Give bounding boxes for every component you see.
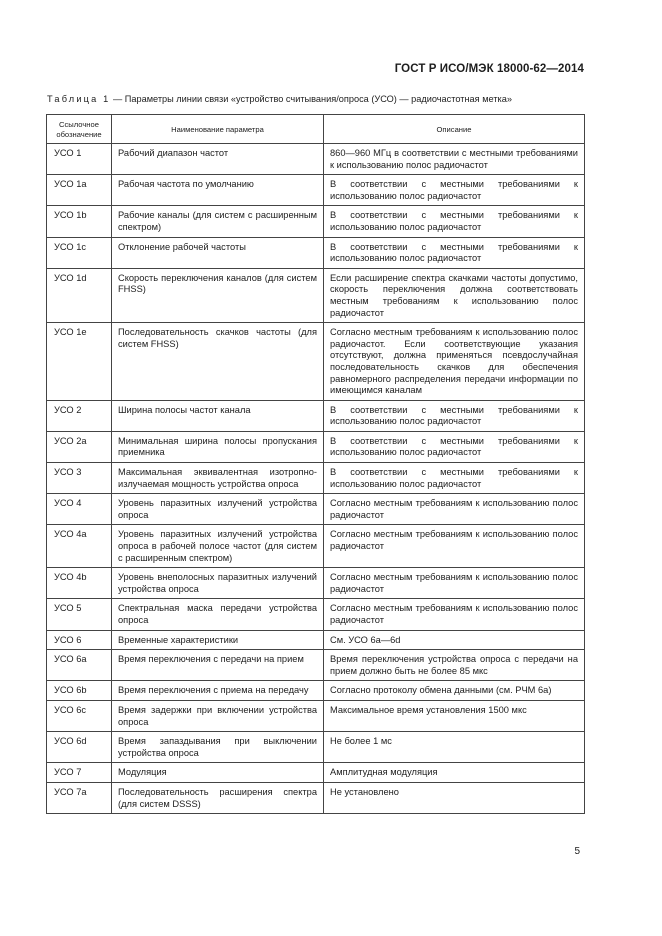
cell-ref: УСО 1e xyxy=(47,323,112,401)
cell-ref: УСО 7a xyxy=(47,782,112,813)
cell-desc: Согласно местным требованиям к использованию полос радиочастот xyxy=(324,525,585,568)
cell-name: Спектральная маска передачи устройства опроса xyxy=(112,599,324,630)
table-row xyxy=(47,400,585,431)
cell-desc: Согласно местным требованиям к использованию полос радиочастот xyxy=(324,568,585,599)
parameters-table xyxy=(46,114,585,814)
cell-desc: В соответствии с местными требованиями к использованию полос радиочастот xyxy=(324,400,585,431)
cell-ref: УСО 6b xyxy=(47,681,112,701)
cell-ref: УСО 2a xyxy=(47,431,112,462)
table-row xyxy=(47,463,585,494)
cell-ref: УСО 1c xyxy=(47,237,112,268)
cell-ref: УСО 1d xyxy=(47,268,112,322)
table-row xyxy=(47,782,585,813)
cell-ref: УСО 4b xyxy=(47,568,112,599)
table-row xyxy=(47,237,585,268)
cell-desc: См. УСО 6a—6d xyxy=(324,630,585,650)
cell-ref: УСО 4 xyxy=(47,494,112,525)
table-row xyxy=(47,431,585,462)
table-row xyxy=(47,763,585,783)
cell-desc: Согласно местным требованиям к использованию полос радиочастот xyxy=(324,494,585,525)
cell-desc: Максимальное время установления 1500 мкс xyxy=(324,700,585,731)
cell-name: Время задержки при включении устройства опроса xyxy=(112,700,324,731)
table-row xyxy=(47,700,585,731)
cell-desc: Не более 1 мс xyxy=(324,732,585,763)
table-header-row xyxy=(47,115,585,144)
cell-name: Время переключения с приема на передачу xyxy=(112,681,324,701)
cell-desc: В соответствии с местными требованиями к использованию полос радиочастот xyxy=(324,206,585,237)
cell-ref: УСО 6d xyxy=(47,732,112,763)
cell-desc: Согласно протоколу обмена данными (см. РЧМ 6а) xyxy=(324,681,585,701)
table-row xyxy=(47,681,585,701)
table-caption xyxy=(47,94,512,104)
cell-desc: В соответствии с местными требованиями к использованию полос радиочастот xyxy=(324,431,585,462)
table-row xyxy=(47,525,585,568)
cell-desc: В соответствии с местными требованиями к использованию полос радиочастот xyxy=(324,175,585,206)
cell-desc: Время переключения устройства опроса с передачи на прием должно быть не более 85 мкс xyxy=(324,650,585,681)
cell-name: Уровень внеполосных паразитных излучений устройства опроса xyxy=(112,568,324,599)
table-row xyxy=(47,732,585,763)
cell-name: Временные характеристики xyxy=(112,630,324,650)
column-header-desc: Описание xyxy=(324,115,585,144)
cell-desc: Согласно местным требованиям к использованию полос радиочастот. Если соответствующие указания отсутствуют, должна применяться псевдослучайная последовательность скачков для обеспечения равномерного распределения передачи информации по имеющимся каналам xyxy=(324,323,585,401)
cell-desc: Не установлено xyxy=(324,782,585,813)
table-row xyxy=(47,323,585,401)
table-row xyxy=(47,650,585,681)
table-row xyxy=(47,175,585,206)
cell-name: Уровень паразитных излучений устройства опроса xyxy=(112,494,324,525)
cell-ref: УСО 5 xyxy=(47,599,112,630)
cell-ref: УСО 3 xyxy=(47,463,112,494)
cell-name: Отклонение рабочей частоты xyxy=(112,237,324,268)
table-caption-text: — Параметры линии связи «устройство считывания/опроса (УСО) — радиочастотная метка» xyxy=(110,94,512,104)
table-caption-label: Таблица 1 xyxy=(47,94,111,104)
column-header-name: Наименование параметра xyxy=(112,115,324,144)
cell-name: Последовательность расширения спектра (для систем DSSS) xyxy=(112,782,324,813)
cell-name: Скорость переключения каналов (для систем FHSS) xyxy=(112,268,324,322)
cell-ref: УСО 1 xyxy=(47,144,112,175)
table-row xyxy=(47,630,585,650)
cell-desc: Если расширение спектра скачками частоты допустимо, скорость переключения должна соответствовать местным требованиям к использованию полос радиочастот xyxy=(324,268,585,322)
table-row xyxy=(47,568,585,599)
table-row xyxy=(47,494,585,525)
cell-name: Время запаздывания при выключении устройства опроса xyxy=(112,732,324,763)
cell-name: Модуляция xyxy=(112,763,324,783)
cell-name: Последовательность скачков частоты (для систем FHSS) xyxy=(112,323,324,401)
table-row xyxy=(47,144,585,175)
cell-name: Рабочая частота по умолчанию xyxy=(112,175,324,206)
cell-name: Минимальная ширина полосы пропускания приемника xyxy=(112,431,324,462)
cell-ref: УСО 7 xyxy=(47,763,112,783)
table-body xyxy=(47,144,585,814)
cell-name: Ширина полосы частот канала xyxy=(112,400,324,431)
cell-ref: УСО 4a xyxy=(47,525,112,568)
cell-name: Рабочие каналы (для систем с расширенным спектром) xyxy=(112,206,324,237)
cell-desc: Согласно местным требованиям к использованию полос радиочастот xyxy=(324,599,585,630)
cell-name: Уровень паразитных излучений устройства опроса в рабочей полосе частот (для систем с расширенным спектром) xyxy=(112,525,324,568)
cell-name: Время переключения с передачи на прием xyxy=(112,650,324,681)
cell-ref: УСО 2 xyxy=(47,400,112,431)
cell-ref: УСО 1a xyxy=(47,175,112,206)
cell-desc: В соответствии с местными требованиями к использованию полос радиочастот xyxy=(324,237,585,268)
cell-ref: УСО 6a xyxy=(47,650,112,681)
cell-ref: УСО 6 xyxy=(47,630,112,650)
column-header-ref: Ссылочное обозначение xyxy=(47,115,112,144)
table-row xyxy=(47,268,585,322)
cell-desc: Амплитудная модуляция xyxy=(324,763,585,783)
page-number: 5 xyxy=(574,846,580,857)
table-row xyxy=(47,599,585,630)
cell-name: Максимальная эквивалентная изотропно-излучаемая мощность устройства опроса xyxy=(112,463,324,494)
cell-desc: В соответствии с местными требованиями к использованию полос радиочастот xyxy=(324,463,585,494)
table-row xyxy=(47,206,585,237)
cell-ref: УСО 6c xyxy=(47,700,112,731)
cell-name: Рабочий диапазон частот xyxy=(112,144,324,175)
cell-ref: УСО 1b xyxy=(47,206,112,237)
cell-desc: 860—960 МГц в соответствии с местными требованиями к использованию полос радиочастот xyxy=(324,144,585,175)
standard-designation: ГОСТ Р ИСО/МЭК 18000-62—2014 xyxy=(394,63,584,75)
